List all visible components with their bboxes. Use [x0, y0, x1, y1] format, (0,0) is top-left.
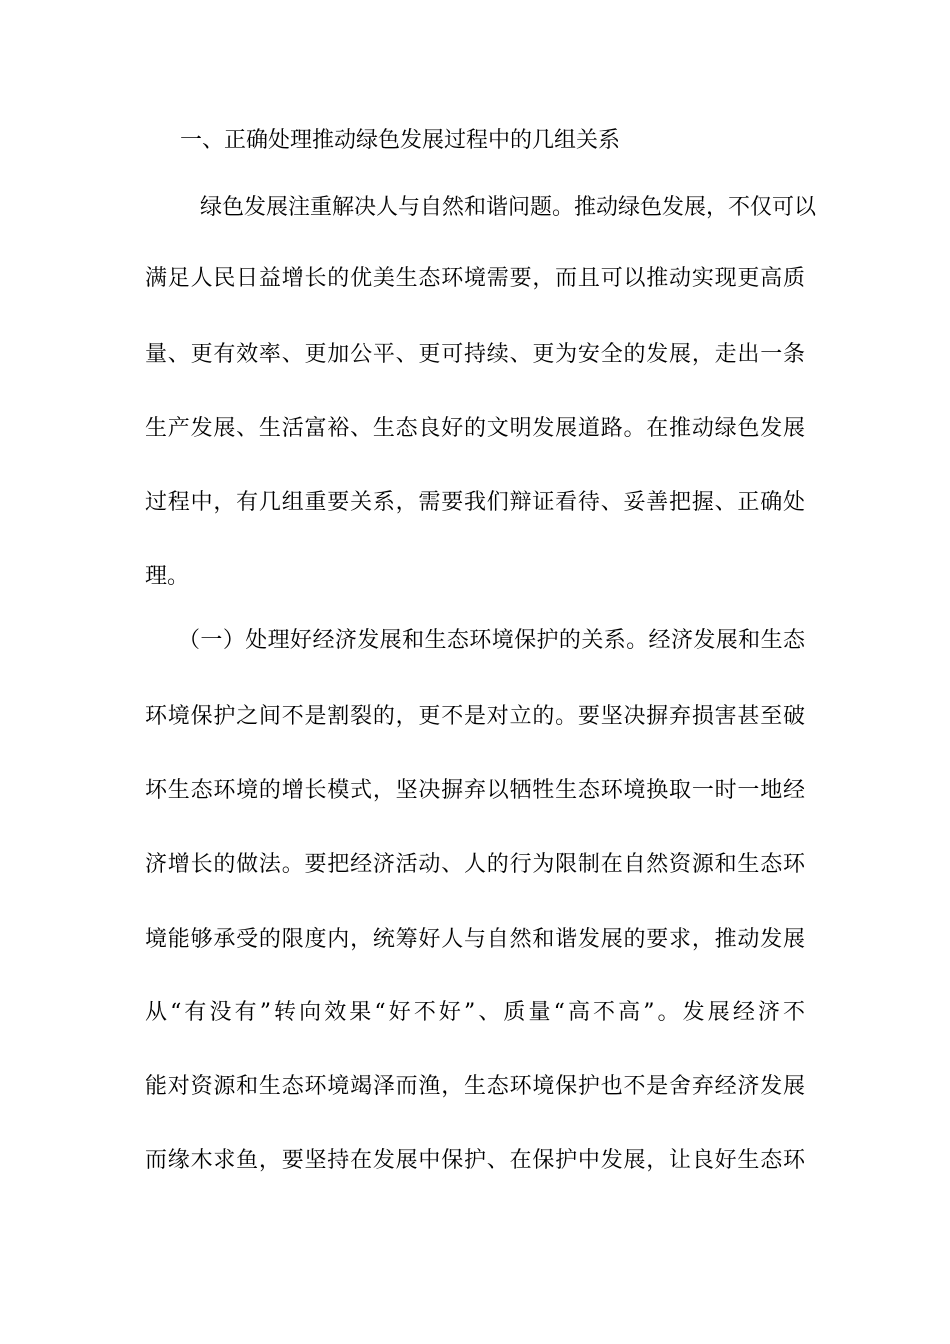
paragraph-line: 而缘木求鱼，要坚持在发展中保护、在保护中发展，让良好生态环	[145, 1148, 805, 1173]
section-heading: 一、正确处理推动绿色发展过程中的几组关系	[180, 128, 621, 153]
paragraph-line: （一）处理好经济发展和生态环境保护的关系。经济发展和生态	[178, 628, 805, 653]
paragraph-line: 坏生态环境的增长模式，坚决摒弃以牺牲生态环境换取一时一地经	[145, 778, 805, 803]
paragraph-line: 满足人民日益增长的优美生态环境需要，而且可以推动实现更高质	[145, 266, 805, 291]
paragraph-line: 济增长的做法。要把经济活动、人的行为限制在自然资源和生态环	[145, 852, 805, 877]
paragraph-line: 环境保护之间不是割裂的，更不是对立的。要坚决摒弃损害甚至破	[145, 704, 805, 729]
paragraph-line: 能对资源和生态环境竭泽而渔，生态环境保护也不是舍弃经济发展	[145, 1074, 805, 1099]
paragraph-line: 境能够承受的限度内，统筹好人与自然和谐发展的要求，推动发展	[145, 927, 805, 952]
paragraph-line: 绿色发展注重解决人与自然和谐问题。推动绿色发展，不仅可以	[178, 195, 817, 220]
paragraph-line: 过程中，有几组重要关系，需要我们辩证看待、妥善把握、正确处	[145, 490, 805, 515]
paragraph-line: 生产发展、生活富裕、生态良好的文明发展道路。在推动绿色发展	[145, 416, 805, 441]
paragraph-line: 从“有没有”转向效果“好不好”、质量“高不高”。发展经济不	[145, 1000, 805, 1025]
paragraph-line: 理。	[145, 564, 190, 589]
paragraph-line: 量、更有效率、更加公平、更可持续、更为安全的发展，走出一条	[145, 342, 805, 367]
